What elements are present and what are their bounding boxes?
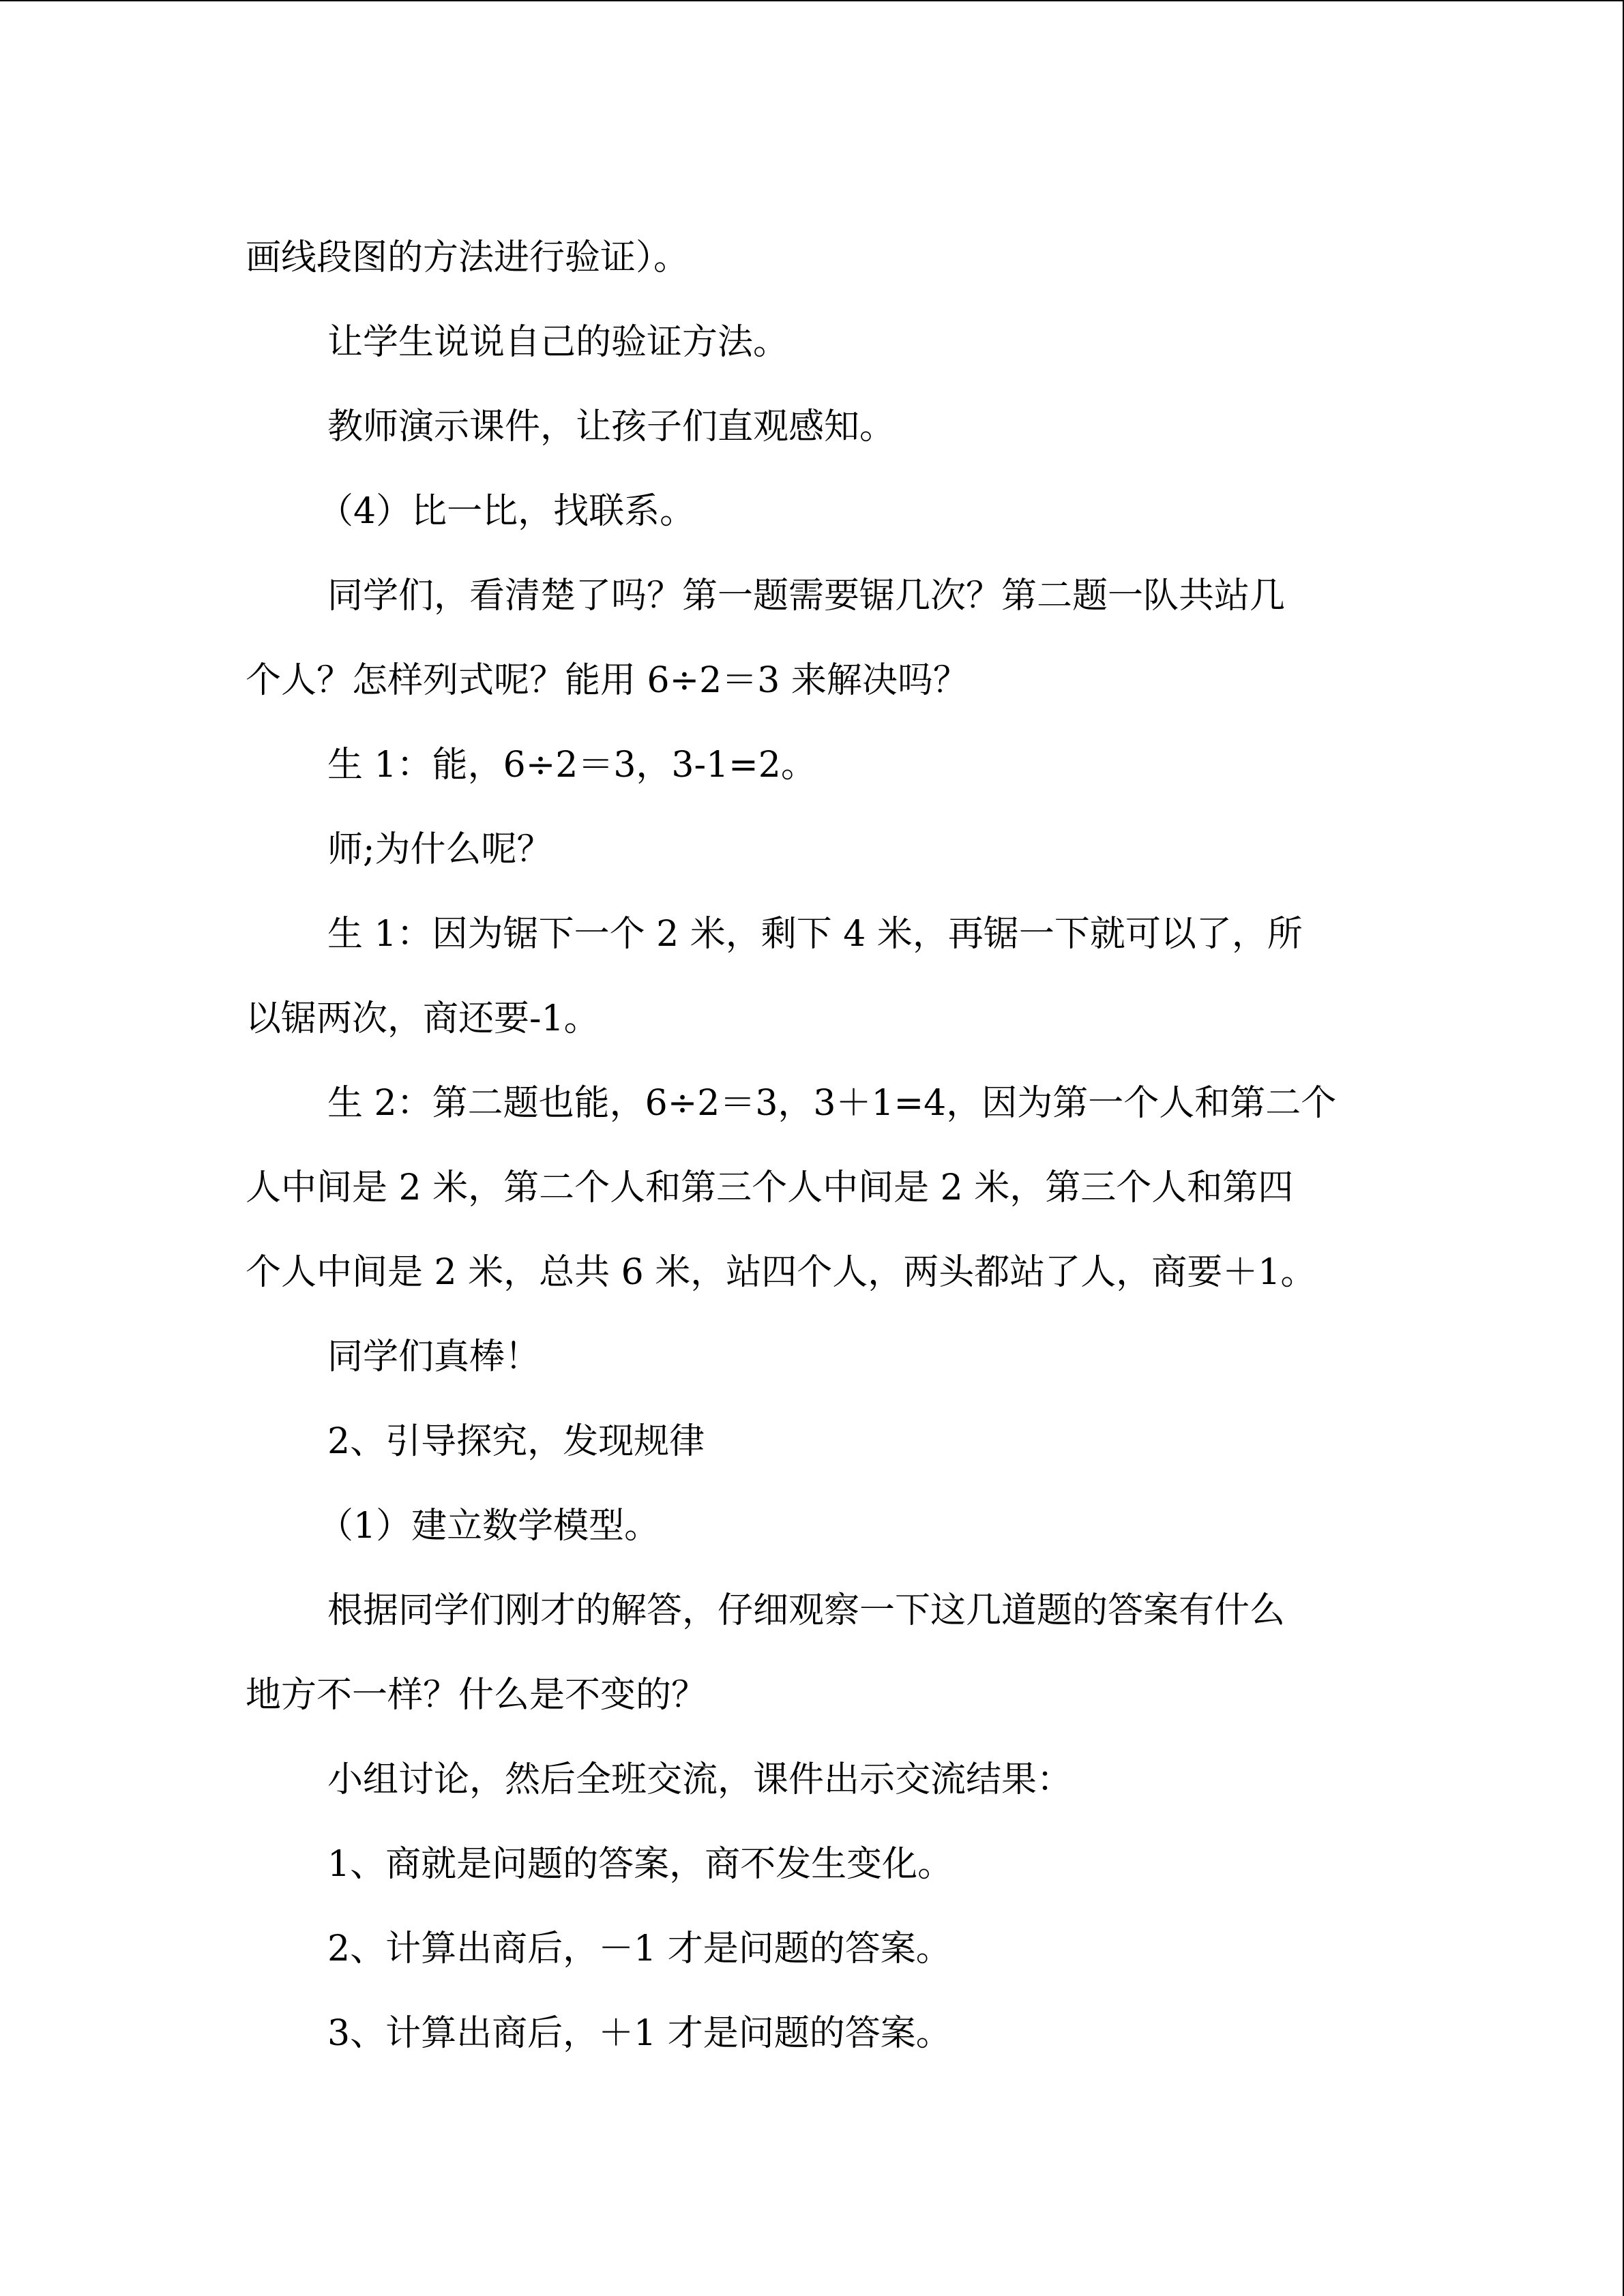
subheading: （4）比一比，找联系。 — [318, 491, 696, 532]
paragraph: 根据同学们刚才的解答，仔细观察一下这几道题的答案有什么 — [327, 1590, 1286, 1631]
paragraph: 教师演示课件，让孩子们直观感知。 — [327, 406, 896, 447]
paragraph: 人中间是 2 米，第二个人和第三个人中间是 2 米，第三个人和第四 — [246, 1167, 1294, 1208]
paragraph: 地方不一样？什么是不变的？ — [246, 1675, 707, 1716]
paragraph: 生 1：能，6÷2＝3，3-1=2。 — [327, 745, 816, 786]
paragraph: 同学们，看清楚了吗？第一题需要锯几次？第二题一队共站几 — [327, 576, 1286, 616]
paragraph: 师;为什么呢？ — [327, 829, 552, 870]
paragraph: 画线段图的方法进行验证）。 — [246, 237, 690, 278]
paragraph: 同学们真棒！ — [327, 1337, 541, 1377]
section-heading: 2、引导探究，发现规律 — [327, 1421, 705, 1462]
paragraph: 生 2：第二题也能，6÷2＝3，3＋1=4，因为第一个人和第二个 — [327, 1083, 1337, 1124]
subheading: （1）建立数学模型。 — [318, 1506, 660, 1547]
paragraph: 个人？怎样列式呢？能用 6÷2＝3 来解决吗？ — [246, 660, 969, 701]
paragraph: 以锯两次，商还要-1。 — [246, 998, 600, 1039]
list-item: 1、商就是问题的答案，商不发生变化。 — [327, 1844, 954, 1885]
paragraph: 个人中间是 2 米，总共 6 米，站四个人，两头都站了人，商要＋1。 — [246, 1252, 1316, 1293]
paragraph: 让学生说说自己的验证方法。 — [327, 322, 789, 363]
paragraph: 小组讨论，然后全班交流，课件出示交流结果： — [327, 1759, 1073, 1800]
list-item: 2、计算出商后，－1 才是问题的答案。 — [327, 1928, 951, 1969]
paragraph: 生 1：因为锯下一个 2 米，剩下 4 米，再锯一下就可以了，所 — [327, 914, 1303, 955]
document-body — [246, 215, 1371, 2076]
list-item: 3、计算出商后，＋1 才是问题的答案。 — [327, 2013, 951, 2054]
